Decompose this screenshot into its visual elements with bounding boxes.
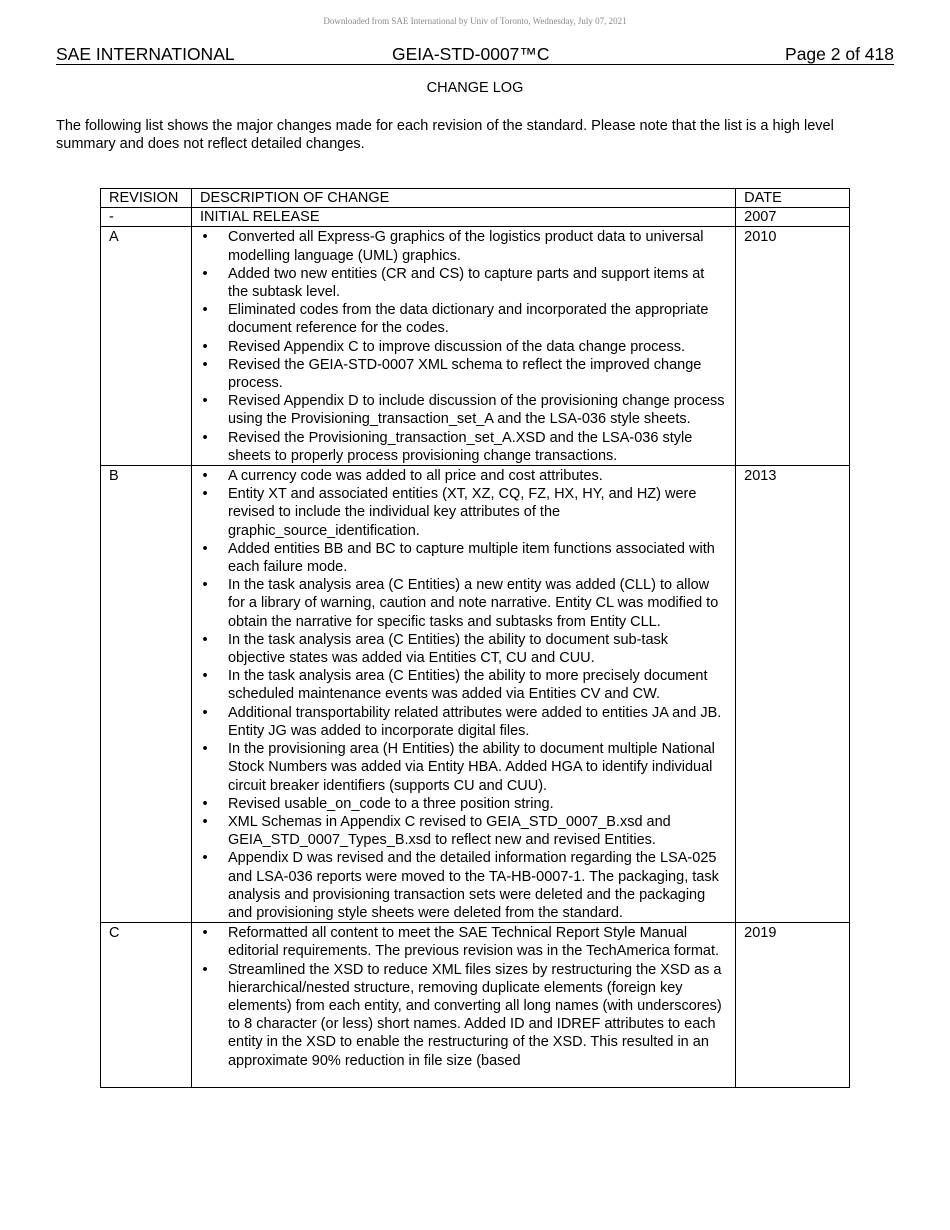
header-date: DATE	[736, 189, 850, 208]
list-item-text: Revised Appendix D to include discussion of the provisioning change process using the Provisioning_transaction_set_A and the LSA-036 style sheets.	[227, 393, 725, 428]
bullet-icon: •	[202, 468, 208, 485]
bullet-icon: •	[202, 961, 208, 978]
description-cell	[191, 923, 735, 1088]
bullet-icon: •	[202, 429, 208, 446]
list-item	[200, 961, 727, 1070]
list-item-text: Entity XT and associated entities (XT, XZ, CQ, FZ, HX, HY, and HZ) were revised to include the individual key attributes of the graphic_source_identification.	[227, 486, 697, 539]
bullet-icon: •	[202, 795, 208, 812]
header-description: DESCRIPTION OF CHANGE	[191, 189, 735, 208]
table-row	[101, 208, 850, 227]
list-item	[200, 301, 727, 337]
bullet-icon: •	[202, 356, 208, 373]
description-cell	[191, 227, 735, 466]
bullet-icon: •	[202, 265, 208, 282]
list-item	[200, 338, 727, 356]
list-item	[200, 631, 727, 667]
revision-cell: A	[101, 227, 192, 466]
list-item	[200, 467, 727, 485]
list-item-text: Reformatted all content to meet the SAE Technical Report Style Manual editorial requirements. The previous revision was in the TechAmerica format.	[227, 925, 720, 960]
list-item-text: Converted all Express-G graphics of the logistics product data to universal modelling language (UML) graphics.	[227, 229, 704, 264]
list-item	[200, 576, 727, 631]
list-item	[200, 429, 727, 465]
list-item-text: Streamlined the XSD to reduce XML files sizes by restructuring the XSD as a hierarchical/nested structure, removing duplicate elements (foreign key elements) from each entity, and converting all long names (with underscores) to 8 character (or less) short names. Added ID and IDREF attributes to each entity in the XSD to enable the restructuring of the XSD. This resulted in an approximate 90% reduction in file size (based	[227, 961, 722, 1069]
bullet-icon: •	[202, 393, 208, 410]
list-item-text: Appendix D was revised and the detailed information regarding the LSA-025 and LSA-036 reports were moved to the TA-HB-0007-1. The packaging, task analysis and provisioning transaction sets were deleted and the packaging and provisioning style sheets were deleted from the standard.	[227, 850, 719, 921]
bullet-icon: •	[202, 850, 208, 867]
bullet-icon: •	[202, 704, 208, 721]
list-item	[200, 392, 727, 428]
bullet-icon: •	[202, 813, 208, 830]
document-id: GEIA-STD-0007™C	[392, 44, 550, 64]
date-cell: 2019	[736, 923, 850, 1088]
list-item	[200, 540, 727, 576]
list-item-text: Additional transportability related attributes were added to entities JA and JB. Entity JG was added to incorporate digital files.	[227, 704, 722, 739]
change-list	[200, 467, 727, 922]
date-cell: 2013	[736, 466, 850, 923]
bullet-icon: •	[202, 741, 208, 758]
list-item-text: Added two new entities (CR and CS) to capture parts and support items at the subtask level.	[227, 265, 705, 301]
list-item-text: XML Schemas in Appendix C revised to GEIA_STD_0007_B.xsd and GEIA_STD_0007_Types_B.xsd to reflect new and revised Entities.	[227, 813, 671, 849]
description-cell: INITIAL RELEASE	[191, 208, 735, 227]
bullet-icon: •	[202, 229, 208, 246]
list-item	[200, 740, 727, 795]
truncated-content	[200, 924, 727, 1087]
header-revision: REVISION	[101, 189, 192, 208]
list-item-text: In the provisioning area (H Entities) the ability to document multiple National Stock Numbers was added via Entity HBA. Added HGA to identify individual circuit breaker identifiers (supports CU and CUU).	[227, 741, 715, 794]
list-item	[200, 813, 727, 849]
table-row	[101, 923, 850, 1088]
date-cell: 2010	[736, 227, 850, 466]
list-item-text: In the task analysis area (C Entities) the ability to document sub-task objective states was added via Entities CT, CU and CUU.	[227, 631, 669, 667]
bullet-icon: •	[202, 631, 208, 648]
change-log-table	[100, 188, 850, 1088]
list-item-text: A currency code was added to all price and cost attributes.	[227, 468, 603, 485]
list-item	[200, 795, 727, 813]
list-item-text: Eliminated codes from the data dictionary and incorporated the appropriate document reference for the codes.	[227, 302, 709, 337]
table-row	[101, 466, 850, 923]
bullet-icon: •	[202, 668, 208, 685]
list-item-text: Added entities BB and BC to capture multiple item functions associated with each failure mode.	[227, 540, 715, 576]
change-list	[200, 924, 727, 1070]
list-item	[200, 356, 727, 392]
list-item	[200, 485, 727, 540]
bullet-icon: •	[202, 540, 208, 557]
intro-paragraph: The following list shows the major changes made for each revision of the standard. Please note that the list is a high level summary and does not reflect detailed changes.	[56, 118, 834, 152]
date-cell: 2007	[736, 208, 850, 227]
list-item-text: Revised the GEIA-STD-0007 XML schema to reflect the improved change process.	[227, 356, 702, 392]
bullet-icon: •	[202, 577, 208, 594]
revision-cell: B	[101, 466, 192, 923]
bullet-icon: •	[202, 338, 208, 355]
list-item-text: In the task analysis area (C Entities) the ability to more precisely document scheduled maintenance events was added via Entities CV and CW.	[227, 668, 708, 703]
list-item-text: Revised the Provisioning_transaction_set_A.XSD and the LSA-036 style sheets to properly process provisioning change transactions.	[227, 429, 693, 464]
list-item-text: Revised usable_on_code to a three position string.	[227, 795, 554, 812]
list-item	[200, 924, 727, 960]
description-cell	[191, 466, 735, 923]
revision-cell: C	[101, 923, 192, 1088]
organization-name: SAE INTERNATIONAL	[56, 44, 235, 64]
list-item-text: In the task analysis area (C Entities) a new entity was added (CLL) to allow for a library of warning, caution and note narrative. Entity CL was modified to obtain the narrative for specific tasks and subtasks from Entity CLL.	[227, 577, 719, 630]
list-item	[200, 228, 727, 264]
bullet-icon: •	[202, 925, 208, 942]
change-list	[200, 228, 727, 465]
list-item	[200, 667, 727, 703]
page-header	[56, 44, 894, 65]
revision-cell: -	[101, 208, 192, 227]
page-number: Page 2 of 418	[785, 44, 894, 64]
list-item-text: Revised Appendix C to improve discussion of the data change process.	[227, 338, 685, 355]
list-item	[200, 265, 727, 301]
bullet-icon: •	[202, 486, 208, 503]
list-item	[200, 704, 727, 740]
table-header-row	[101, 189, 850, 208]
section-title: CHANGE LOG	[426, 80, 524, 96]
bullet-icon: •	[202, 302, 208, 319]
download-watermark: Downloaded from SAE International by Univ of Toronto, Wednesday, July 07, 2021	[323, 16, 627, 26]
list-item	[200, 849, 727, 922]
table-row	[101, 227, 850, 466]
